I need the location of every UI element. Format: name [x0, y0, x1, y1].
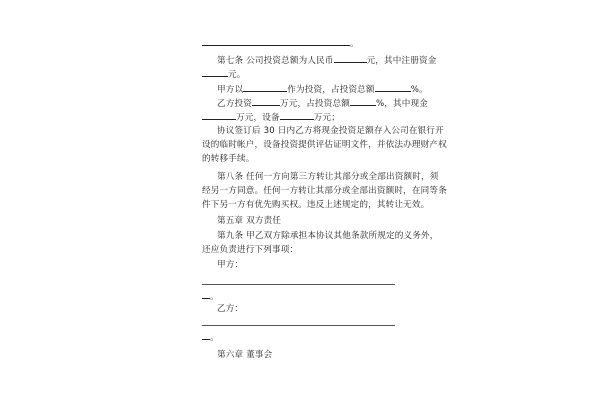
- party-b-invest-text-b: 万元，占投资总额: [279, 99, 350, 109]
- article-8-line-1: 第八条 任何一方向第三方转让其部分或全部出资额时，须: [217, 172, 439, 182]
- article-8-line-3: 件下另一方有优先购买权。违反上述规定的，其转让无效。: [202, 200, 430, 210]
- deposit-paragraph-line-2: 设的临时帐户，设备投资提供评估证明文件，并依法办理财产权: [202, 140, 447, 150]
- blank-party-a-asset: [243, 82, 287, 92]
- party-b-investment-line-1: [217, 96, 428, 110]
- blank-registered-capital: [202, 67, 228, 77]
- deposit-paragraph-line-3: 的转移手续。: [202, 154, 255, 164]
- deposit-paragraph-line-1: 协议签订后 30 日内乙方将现金投资足额存入公司在银行开: [217, 126, 444, 136]
- blank-party-a-percent: [375, 82, 411, 92]
- chapter-5-heading: 第五章 双方责任: [217, 216, 282, 226]
- article-7-line-1: [217, 53, 437, 67]
- party-b-investment-line-2: [202, 110, 340, 124]
- blank-party-b-amount: [252, 96, 280, 106]
- party-a-blank-line: [202, 284, 395, 285]
- blank-field: [202, 289, 210, 299]
- blank-party-b-percent: [350, 96, 376, 106]
- blank-field: [202, 330, 210, 340]
- top-blank-line: [202, 36, 359, 50]
- party-b-invest-text-a: 乙方投资: [217, 99, 252, 109]
- party-b-invest-text-e: 万元；: [313, 113, 340, 123]
- article-7-line-2: [202, 67, 246, 81]
- party-b-invest-text-d: 万元，设备: [236, 113, 280, 123]
- article-9-line-1: 第九条 甲乙双方除承担本协议其他条款所规定的义务外，: [217, 231, 439, 241]
- article-8-line-2: 经另一方同意。任何一方转让其部分或全部出资额时，在同等条: [202, 186, 447, 196]
- blank-total-investment: [334, 53, 367, 63]
- blank-party-b-equipment: [280, 110, 314, 120]
- blank-field: [202, 36, 350, 46]
- party-a-invest-text-c: %。: [410, 85, 428, 95]
- article-7-text-b: 元，其中注册资金: [366, 56, 437, 66]
- party-a-invest-text-a: 甲方以: [217, 85, 244, 95]
- party-b-invest-text-c: %，其中现金: [375, 99, 428, 109]
- party-a-period: 。: [210, 292, 219, 302]
- party-a-invest-text-b: 作为投资，占投资总额: [287, 85, 375, 95]
- blank-party-b-cash: [202, 110, 236, 120]
- party-a-line-end: [202, 289, 219, 303]
- article-9-line-2: 还应负责进行下列事项：: [202, 245, 299, 255]
- article-7-text-a: 第七条 公司投资总额为人民币: [217, 56, 334, 66]
- party-b-label: 乙方：: [217, 304, 244, 314]
- party-b-period: 。: [210, 333, 219, 343]
- chapter-6-heading: 第六章 董事会: [217, 350, 273, 360]
- article-7-text-c: 元。: [228, 70, 246, 80]
- party-b-line-end: [202, 330, 219, 344]
- party-a-label: 甲方：: [217, 260, 244, 270]
- party-a-investment-line: [217, 82, 428, 96]
- party-b-blank-line: [202, 325, 395, 326]
- top-period: 。: [350, 39, 359, 49]
